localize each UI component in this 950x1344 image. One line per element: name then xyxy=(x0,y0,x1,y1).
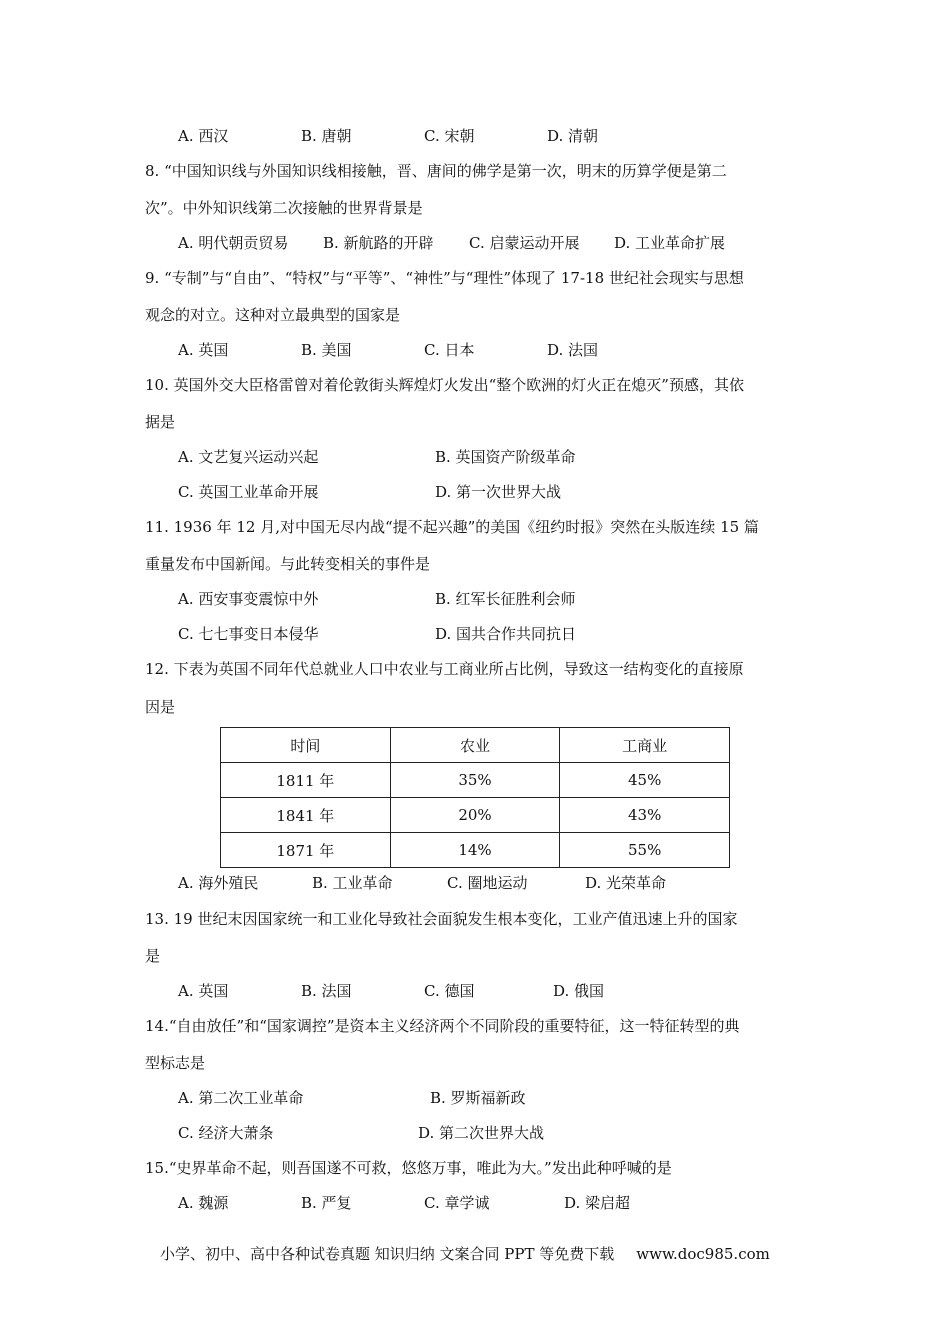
q13-stem-line1: 13. 19 世纪末因国家统一和工业化导致社会面貌发生根本变化，工业产值迅速上升的国家 xyxy=(145,910,738,928)
table-cell: 1871 年 xyxy=(221,833,391,868)
q9-stem-line2: 观念的对立。这种对立最典型的国家是 xyxy=(145,306,401,324)
q8-option-c: C. 启蒙运动开展 xyxy=(469,234,580,252)
q12-stem-line2: 因是 xyxy=(145,698,176,716)
employment-table xyxy=(220,727,730,868)
q10-option-a: A. 文艺复兴运动兴起 xyxy=(178,448,319,466)
q8-stem-line2: 次”。中外知识线第二次接触的世界背景是 xyxy=(145,199,423,217)
table-header-cell: 农业 xyxy=(390,728,560,763)
q8-option-a: A. 明代朝贡贸易 xyxy=(178,234,289,252)
q7-option-c: C. 宋朝 xyxy=(424,127,475,145)
q12-option-a: A. 海外殖民 xyxy=(178,874,259,892)
table-cell: 1811 年 xyxy=(221,763,391,798)
q12-option-b: B. 工业革命 xyxy=(312,874,393,892)
footer-url[interactable]: www.doc985.com xyxy=(636,1245,770,1263)
q7-option-a: A. 西汉 xyxy=(178,127,229,145)
q15-option-a: A. 魏源 xyxy=(178,1194,229,1212)
q13-stem-line2: 是 xyxy=(145,947,161,965)
q15-option-b: B. 严复 xyxy=(301,1194,352,1212)
q12-option-c: C. 圈地运动 xyxy=(447,874,528,892)
q9-option-a: A. 英国 xyxy=(178,341,229,359)
table-row xyxy=(221,798,730,833)
q15-option-d: D. 梁启超 xyxy=(564,1194,631,1212)
table-cell: 20% xyxy=(390,798,560,833)
q10-stem-line2: 据是 xyxy=(145,413,176,431)
table-header-cell: 时间 xyxy=(221,728,391,763)
footer-text: 小学、初中、高中各种试卷真题 知识归纳 文案合同 PPT 等免费下载 xyxy=(160,1245,615,1263)
q13-option-a: A. 英国 xyxy=(178,982,229,1000)
q11-stem-line2: 重量发布中国新闻。与此转变相关的事件是 xyxy=(145,555,431,573)
page-footer xyxy=(160,1244,770,1264)
q14-stem-line2: 型标志是 xyxy=(145,1054,206,1072)
q11-option-a: A. 西安事变震惊中外 xyxy=(178,590,319,608)
table-header-row xyxy=(221,728,730,763)
q8-option-b: B. 新航路的开辟 xyxy=(323,234,434,252)
q14-option-d: D. 第二次世界大战 xyxy=(418,1124,545,1142)
table-cell: 35% xyxy=(390,763,560,798)
q14-stem-line1: 14.“自由放任”和“国家调控”是资本主义经济两个不同阶段的重要特征，这一特征转型的典 xyxy=(145,1017,740,1035)
table-cell: 55% xyxy=(560,833,730,868)
q9-option-c: C. 日本 xyxy=(424,341,475,359)
q7-option-d: D. 清朝 xyxy=(547,127,599,145)
q14-option-b: B. 罗斯福新政 xyxy=(430,1089,526,1107)
q14-option-c: C. 经济大萧条 xyxy=(178,1124,274,1142)
q13-option-b: B. 法国 xyxy=(301,982,352,1000)
q12-stem-line1: 12. 下表为英国不同年代总就业人口中农业与工商业所占比例，导致这一结构变化的直接原 xyxy=(145,660,744,678)
table-header-cell: 工商业 xyxy=(560,728,730,763)
table-row xyxy=(221,763,730,798)
q10-option-d: D. 第一次世界大战 xyxy=(435,483,562,501)
q15-stem-line1: 15.“史界革命不起，则吾国遂不可救，悠悠万事，唯此为大。”发出此种呼喊的是 xyxy=(145,1159,672,1177)
q10-stem-line1: 10. 英国外交大臣格雷曾对着伦敦街头辉煌灯火发出“整个欧洲的灯火正在熄灭”预感，其依 xyxy=(145,376,744,394)
table-cell: 43% xyxy=(560,798,730,833)
q9-stem-line1: 9. “专制”与“自由”、“特权”与“平等”、“神性”与“理性”体现了 17-18 世纪社会现实与思想 xyxy=(145,269,744,287)
table-cell: 45% xyxy=(560,763,730,798)
q12-option-d: D. 光荣革命 xyxy=(585,874,667,892)
q15-option-c: C. 章学诚 xyxy=(424,1194,490,1212)
q13-option-c: C. 德国 xyxy=(424,982,475,1000)
q10-option-c: C. 英国工业革命开展 xyxy=(178,483,319,501)
q11-option-c: C. 七七事变日本侵华 xyxy=(178,625,319,643)
q8-option-d: D. 工业革命扩展 xyxy=(614,234,726,252)
table-cell: 1841 年 xyxy=(221,798,391,833)
q9-option-d: D. 法国 xyxy=(547,341,599,359)
q13-option-d: D. 俄国 xyxy=(553,982,605,1000)
q11-option-d: D. 国共合作共同抗日 xyxy=(435,625,577,643)
table-cell: 14% xyxy=(390,833,560,868)
q7-option-b: B. 唐朝 xyxy=(301,127,352,145)
q10-option-b: B. 英国资产阶级革命 xyxy=(435,448,576,466)
q8-stem-line1: 8. “中国知识线与外国知识线相接触，晋、唐间的佛学是第一次，明末的历算学便是第二 xyxy=(145,162,727,180)
q11-stem-line1: 11. 1936 年 12 月,对中国无尽内战“提不起兴趣”的美国《纽约时报》突然在头版连续 15 篇 xyxy=(145,518,759,536)
q14-option-a: A. 第二次工业革命 xyxy=(178,1089,304,1107)
q11-option-b: B. 红军长征胜利会师 xyxy=(435,590,576,608)
q9-option-b: B. 美国 xyxy=(301,341,352,359)
table-row xyxy=(221,833,730,868)
